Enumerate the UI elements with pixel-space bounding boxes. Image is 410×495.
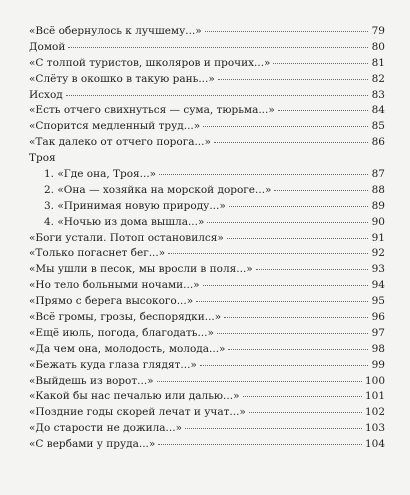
dot-leader [207,222,368,223]
toc-section-heading [29,151,385,167]
toc-entry-title: 2. «Она — хозяйка на морской дороге...» [44,183,272,196]
toc-entry [29,262,385,278]
toc-page-number: 100 [364,374,385,387]
toc-page-number: 90 [371,215,385,228]
toc-entry-title: 4. «Ночью из дома вышла...» [44,215,205,228]
dot-leader [229,206,368,207]
toc-page-number: 102 [364,406,385,419]
toc-entry [29,389,385,405]
toc-page-number: 83 [371,88,385,101]
toc-entry [29,103,385,119]
toc-entry [29,135,385,151]
toc-entry [29,358,385,374]
toc-page-number: 79 [371,25,385,37]
toc-entry-title: «Мы ушли в песок, мы вросли в поля...» [29,263,253,276]
toc-entry [29,310,385,326]
toc-page-number: 84 [371,104,385,117]
dot-leader [218,79,368,80]
toc-page-number: 80 [371,40,385,53]
toc-entry [29,421,385,437]
toc-entry-title: «Всё обернулось к лучшему...» [29,25,202,37]
toc-entry-title: «До старости не дожила...» [29,422,182,435]
toc-entry-title: 1. «Где она, Троя...» [44,168,157,181]
dot-leader [158,444,362,445]
dot-leader [217,333,368,334]
toc-page-number: 89 [371,199,385,212]
toc-entry [29,215,385,231]
toc-page-number: 104 [364,438,385,451]
dot-leader [249,412,362,413]
toc-entry [29,88,385,104]
toc-entry [29,199,385,215]
toc-entry-title: «Но тело больными ночами...» [29,279,200,292]
toc-entry-title: «Только погаснет бег...» [29,247,166,260]
toc-entry-title: Троя [29,152,56,165]
toc-entry [29,294,385,310]
toc-entry-title: «Есть отчего свихнуться — сума, тюрьма...» [29,104,275,117]
toc-entry-title: «Боги устали. Потоп остановился» [29,231,224,244]
toc-entry-title: «Спорится медленный труд...» [29,120,201,133]
dot-leader [185,428,362,429]
toc-entry [29,231,385,247]
toc-entry [29,246,385,262]
toc-entry-title: «Да чем она, молодость, молода...» [29,342,226,355]
toc-page-number: 81 [371,56,385,69]
toc-entry-title: «Так далеко от отчего порога...» [29,136,211,149]
toc-entry-title: Домой [29,40,66,53]
table-of-contents [29,24,385,453]
toc-page-number: 103 [364,422,385,435]
toc-page-number: 97 [371,326,385,339]
toc-entry [29,405,385,421]
dot-leader [66,95,368,96]
toc-entry-title: «Прямо с берега высокого...» [29,295,194,308]
dot-leader [214,142,368,143]
dot-leader [278,110,368,111]
toc-page-number: 98 [371,342,385,355]
dot-leader [157,381,362,382]
toc-entry-title: «Бежать куда глаза глядят...» [29,358,197,371]
toc-page-number: 96 [371,311,385,324]
dot-leader [159,174,368,175]
toc-page-number: 86 [371,136,385,149]
toc-page-number: 93 [371,263,385,276]
toc-entry-title: «Выйдешь из ворот...» [29,374,154,387]
toc-entry-title: «Ещё июль, погода, благодать...» [29,326,214,339]
toc-page-number: 101 [364,390,385,403]
toc-entry-title: «Слёту в окошко в такую рань...» [29,72,215,85]
dot-leader [227,238,368,239]
toc-entry [29,72,385,88]
dot-leader [205,31,368,32]
dot-leader [273,63,368,64]
toc-entry [29,278,385,294]
toc-entry-title: «Поздние годы скорей лечат и учат...» [29,406,246,419]
dot-leader [203,126,368,127]
toc-entry [29,342,385,358]
toc-entry-title: «С толпой туристов, школяров и прочих...» [29,56,271,69]
toc-entry [29,437,385,453]
toc-entry [29,24,385,40]
toc-entry-title: 3. «Принимая новую природу...» [44,199,226,212]
toc-entry-title: «Какой бы нас печалью или далью...» [29,390,240,403]
toc-page-number: 99 [371,358,385,371]
dot-leader [168,253,368,254]
dot-leader [196,301,368,302]
toc-page-number: 92 [371,247,385,260]
toc-page-number: 91 [371,231,385,244]
toc-entry [29,167,385,183]
toc-entry [29,56,385,72]
dot-leader [224,317,368,318]
dot-leader [200,365,368,366]
toc-entry-title: Исход [29,88,63,101]
toc-page-number: 94 [371,279,385,292]
toc-entry-title: «Всё громы, грозы, беспорядки...» [29,311,222,324]
toc-entry [29,119,385,135]
toc-entry [29,40,385,56]
toc-entry-title: «С вербами у пруда...» [29,438,156,451]
toc-entry [29,326,385,342]
toc-page-number: 87 [371,168,385,181]
toc-page-number: 95 [371,295,385,308]
dot-leader [203,285,368,286]
dot-leader [228,349,368,350]
toc-page-number: 88 [371,183,385,196]
dot-leader [274,190,368,191]
toc-entry [29,183,385,199]
dot-leader [256,269,368,270]
toc-page-number: 82 [371,72,385,85]
toc-page-number: 85 [371,120,385,133]
dot-leader [68,47,368,48]
dot-leader [243,396,362,397]
toc-entry [29,374,385,390]
